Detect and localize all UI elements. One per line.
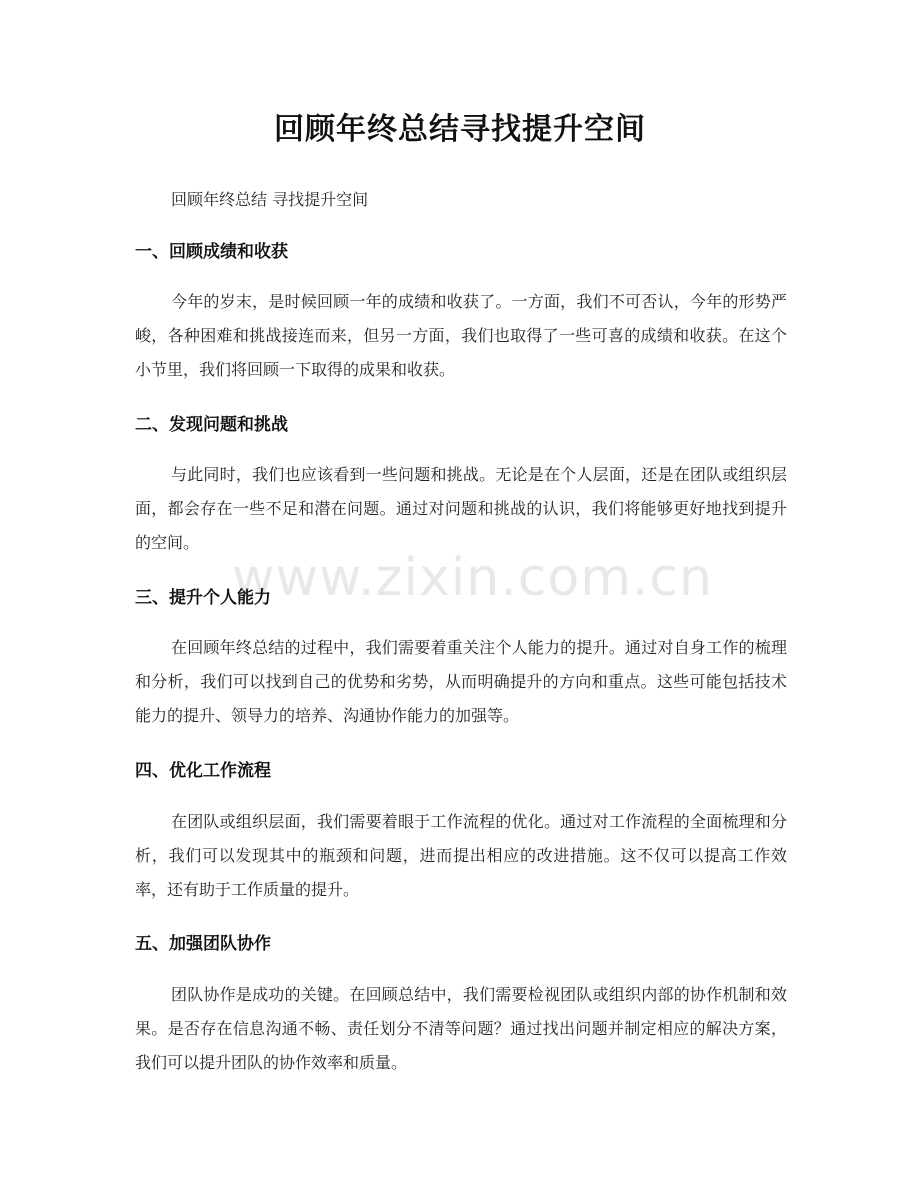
document-title: 回顾年终总结寻找提升空间 bbox=[274, 112, 646, 147]
section-paragraph-3: 在回顾年终总结的过程中，我们需要着重关注个人能力的提升。通过对自身工作的梳理和分析，我们可以找到自己的优势和劣势，从而明确提升的方向和重点。这些可能包括技术能力的提升、领导力的培养、沟通协作能力的加强等。 bbox=[135, 638, 787, 725]
document-subtitle: 回顾年终总结 寻找提升空间 bbox=[171, 190, 369, 209]
watermark: www.zixin.com.cn bbox=[232, 548, 713, 608]
section-heading-4: 四、优化工作流程 bbox=[135, 761, 271, 781]
section-paragraph-2: 与此同时，我们也应该看到一些问题和挑战。无论是在个人层面，还是在团队或组织层面，都会存在一些不足和潜在问题。通过对问题和挑战的认识，我们将能够更好地找到提升的空间。 bbox=[135, 465, 787, 552]
section-heading-1: 一、回顾成绩和收获 bbox=[135, 242, 288, 262]
section-paragraph-5: 团队协作是成功的关键。在回顾总结中，我们需要检视团队或组织内部的协作机制和效果。是否存在信息沟通不畅、责任划分不清等问题？通过找出问题并制定相应的解决方案，我们可以提升团队的协作效率和质量。 bbox=[135, 985, 787, 1072]
section-heading-2: 二、发现问题和挑战 bbox=[135, 415, 288, 435]
section-heading-5: 五、加强团队协作 bbox=[135, 934, 271, 954]
section-paragraph-4: 在团队或组织层面，我们需要着眼于工作流程的优化。通过对工作流程的全面梳理和分析，我们可以发现其中的瓶颈和问题，进而提出相应的改进措施。这不仅可以提高工作效率，还有助于工作质量的提升。 bbox=[135, 812, 787, 899]
section-paragraph-1: 今年的岁末，是时候回顾一年的成绩和收获了。一方面，我们不可否认，今年的形势严峻，各种困难和挑战接连而来，但另一方面，我们也取得了一些可喜的成绩和收获。在这个小节里，我们将回顾一下取得的成果和收获。 bbox=[135, 292, 787, 379]
section-heading-3: 三、提升个人能力 bbox=[135, 588, 271, 608]
